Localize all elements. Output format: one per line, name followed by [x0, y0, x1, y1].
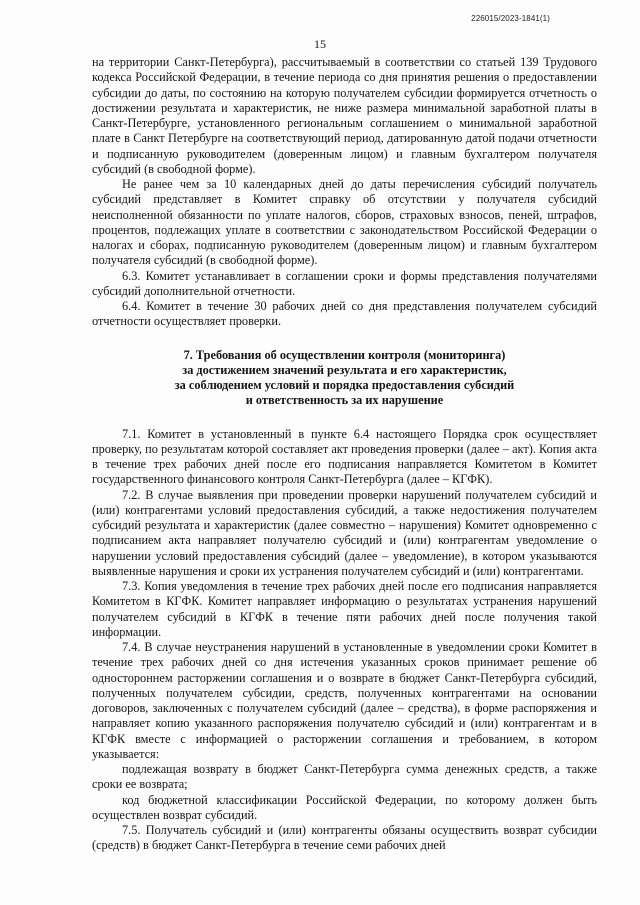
paragraph-7-2: 7.2. В случае выявления при проведении проверки нарушений получателем субсидий и (или) контрагентами условий предоставления субсидий, а также недостижения получателем субсидий результата и характеристик (далее совместно – нарушения) Комитет одновременно с подписанием акта направляет получателю субсидий и (или) контрагентам уведомление о нарушении условий предоставления субсидий (далее – уведомление), в котором указываются выявленные нарушения и сроки их устранения получателем субсидий и (или) контрагентами.	[92, 487, 597, 578]
section-7-heading-line: за достижением значений результата и его характеристик,	[182, 362, 507, 377]
paragraph-7-3: 7.3. Копия уведомления в течение трех рабочих дней после его подписания направляется Комитетом в КГФК. Комитет направляет информацию о результатах устранения нарушений получателем субсидий в КГФК в течение пяти рабочих дней после получения такой информации.	[92, 579, 597, 639]
document-body	[92, 55, 597, 854]
paragraph-continuation: на территории Санкт-Петербурга), рассчитываемый в соответствии со статьей 139 Трудового кодекса Российской Федерации, в течение периода со дня принятия решения о предоставлении субсидии до даты, по состоянию на которую получателем субсидии формируется отчетность о достижении результата и характеристик, не ниже размера минимальной заработной платы в Санкт-Петербурге, установленного региональным соглашением о минимальной заработной плате в Санкт Петербурге на соответствующий период, датированную датой подачи отчетности и подписанную руководителем (доверенным лицом) и главным бухгалтером получателя субсидий (в свободной форме).	[92, 55, 597, 176]
section-7-heading-line: за соблюдением условий и порядка предоставления субсидий	[174, 378, 515, 392]
paragraph-7-1: 7.1. Комитет в установленный в пункте 6.4 настоящего Порядка срок осуществляет проверку, по результатам которой составляет акт проведения проверки (далее – акт). Копия акта в течение трех рабочих дней после его подписания направляется Комитетом в Комитет государственного финансового контроля Санкт-Петербурга (далее – КГФК).	[92, 426, 597, 487]
paragraph-7-4: 7.4. В случае неустранения нарушений в установленные в уведомлении сроки Комитет в течение трех рабочих дней со дня истечения указанных сроков принимает решение об одностороннем расторжении соглашения и о возврате в бюджет Санкт-Петербурга субсидий, полученных получателем субсидии, средств, полученных контрагентами на основании договоров, заключенных с получателем субсидий (далее – средства), в форме распоряжения и направляет копию указанного распоряжения получателю субсидий и (или) контрагентам и в КГФК вместе с информацией о расторжении соглашения и требованием, в котором указывается:	[92, 640, 597, 761]
document-registration-number: 226015/2023-1841(1)	[471, 14, 550, 23]
section-7-heading-line: 7. Требования об осуществлении контроля (мониторинга)	[183, 347, 506, 362]
paragraph-tax-certificate: Не ранее чем за 10 календарных дней до даты перечисления субсидий получатель субсидий представляет в Комитет справку об отсутствии у получателя субсидий неисполненной обязанности по уплате налогов, сборов, страховых взносов, пеней, штрафов, процентов, подлежащих уплате в соответствии с законодательством Российской Федерации о налогах и сборах, подписанную руководителем (доверенным лицом) и главным бухгалтером получателя субсидий (в свободной форме).	[92, 177, 597, 268]
list-item-budget-code: код бюджетной классификации Российской Федерации, по которому должен быть осуществлен возврат субсидий.	[92, 792, 597, 822]
paragraph-7-5: 7.5. Получатель субсидий и (или) контрагенты обязаны осуществить возврат субсидии (средств) в бюджет Санкт-Петербурга в течение семи рабочих дней	[92, 823, 597, 853]
paragraph-6-4: 6.4. Комитет в течение 30 рабочих дней со дня представления получателем субсидий отчетности осуществляет проверки.	[92, 299, 597, 329]
paragraph-6-3: 6.3. Комитет устанавливает в соглашении сроки и формы представления получателями субсидий дополнительной отчетности.	[92, 268, 597, 298]
section-7-heading	[92, 348, 597, 409]
list-item-refund-amount: подлежащая возврату в бюджет Санкт-Петербурга сумма денежных средств, а также сроки ее возврата;	[92, 762, 597, 792]
page-number: 15	[314, 37, 326, 51]
section-7-heading-line: и ответственность за их нарушение	[245, 393, 444, 408]
